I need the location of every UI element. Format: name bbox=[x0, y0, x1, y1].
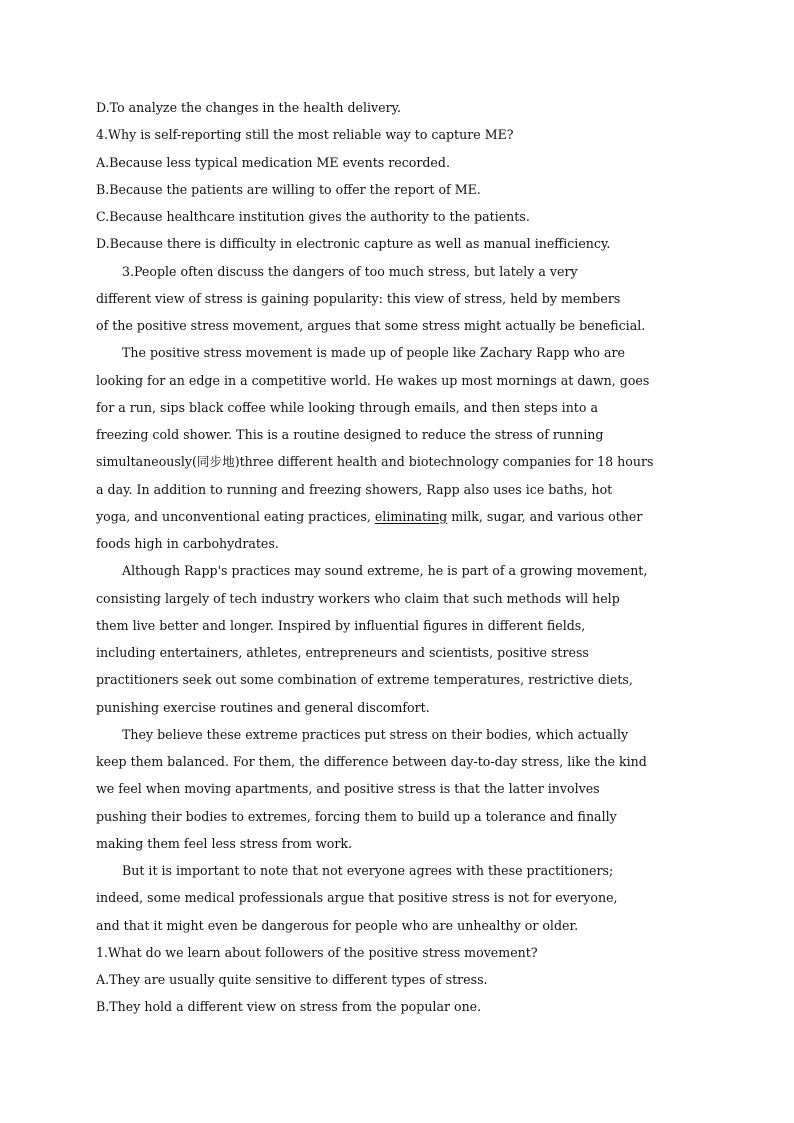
paragraph-line: and that it might even be dangerous for people who are unhealthy or older. bbox=[96, 917, 579, 933]
paragraph-line: simultaneously(同步地)three different health and biotechnology companies for 18 hours bbox=[96, 454, 654, 470]
paragraph-line: punishing exercise routines and general discomfort. bbox=[96, 699, 430, 715]
paragraph-line: we feel when moving apartments, and positive stress is that the latter involves bbox=[96, 781, 600, 797]
paragraph-line: Although Rapp's practices may sound extreme, he is part of a growing movement, bbox=[122, 563, 648, 579]
paragraph-line: a day. In addition to running and freezing showers, Rapp also uses ice baths, hot bbox=[96, 481, 613, 497]
paragraph-line: indeed, some medical professionals argue that positive stress is not for everyone, bbox=[96, 890, 618, 906]
passage-3 bbox=[96, 258, 708, 939]
passage-paragraph-1 bbox=[96, 258, 708, 340]
question-4-option-a: A.Because less typical medication ME events recorded. bbox=[96, 154, 450, 170]
line-text-before: yoga, and unconventional eating practices, bbox=[96, 508, 375, 524]
question-1-stem: 1.What do we learn about followers of the positive stress movement? bbox=[96, 944, 538, 960]
question-1-option-a: A.They are usually quite sensitive to different types of stress. bbox=[96, 972, 488, 987]
question-4-stem: 4.Why is self-reporting still the most reliable way to capture ME? bbox=[96, 127, 514, 143]
underlined-word: eliminating bbox=[374, 508, 448, 524]
paragraph-line: of the positive stress movement, argues that some stress might actually be beneficial. bbox=[96, 318, 646, 333]
passage-paragraph-2 bbox=[96, 339, 708, 557]
question-4-option-d: D.Because there is difficulty in electronic capture as well as manual inefficiency. bbox=[96, 236, 611, 252]
question-1-option-b: B.They hold a different view on stress from the popular one. bbox=[96, 999, 482, 1015]
paragraph-line: them live better and longer. Inspired by influential figures in different fields, bbox=[96, 617, 586, 633]
paragraph-line: freezing cold shower. This is a routine designed to reduce the stress of running bbox=[96, 427, 604, 442]
paragraph-line: different view of stress is gaining popularity: this view of stress, held by members bbox=[96, 290, 621, 306]
paragraph-line: The positive stress movement is made up of people like Zachary Rapp who are bbox=[122, 345, 625, 361]
passage-paragraph-5 bbox=[96, 857, 708, 939]
paragraph-line: foods high in carbohydrates. bbox=[96, 536, 279, 551]
document-page bbox=[96, 94, 708, 1021]
paragraph-line: consisting largely of tech industry workers who claim that such methods will help bbox=[96, 590, 620, 606]
paragraph-line: including entertainers, athletes, entrepreneurs and scientists, positive stress bbox=[96, 645, 589, 660]
passage-paragraph-4 bbox=[96, 721, 708, 857]
paragraph-line: 3.People often discuss the dangers of too much stress, but lately a very bbox=[122, 263, 578, 279]
paragraph-line: keep them balanced. For them, the difference between day-to-day stress, like the kind bbox=[96, 754, 647, 769]
paragraph-line: They believe these extreme practices put stress on their bodies, which actually bbox=[122, 726, 629, 742]
paragraph-line: pushing their bodies to extremes, forcing them to build up a tolerance and finally bbox=[96, 808, 617, 824]
passage-paragraph-3 bbox=[96, 557, 708, 721]
line-text-after: milk, sugar, and various other bbox=[447, 508, 643, 524]
paragraph-line: looking for an edge in a competitive world. He wakes up most mornings at dawn, goes bbox=[96, 372, 650, 388]
paragraph-line bbox=[96, 503, 708, 530]
question-4-option-b: B.Because the patients are willing to offer the report of ME. bbox=[96, 181, 481, 197]
question-4-option-c: C.Because healthcare institution gives the authority to the patients. bbox=[96, 209, 530, 224]
paragraph-line: But it is important to note that not everyone agrees with these practitioners; bbox=[122, 863, 614, 878]
paragraph-line: practitioners seek out some combination of extreme temperatures, restrictive diets, bbox=[96, 672, 633, 688]
prev-question-option-d: D.To analyze the changes in the health delivery. bbox=[96, 100, 402, 115]
paragraph-line: for a run, sips black coffee while looking through emails, and then steps into a bbox=[96, 399, 598, 415]
paragraph-line: making them feel less stress from work. bbox=[96, 835, 353, 851]
